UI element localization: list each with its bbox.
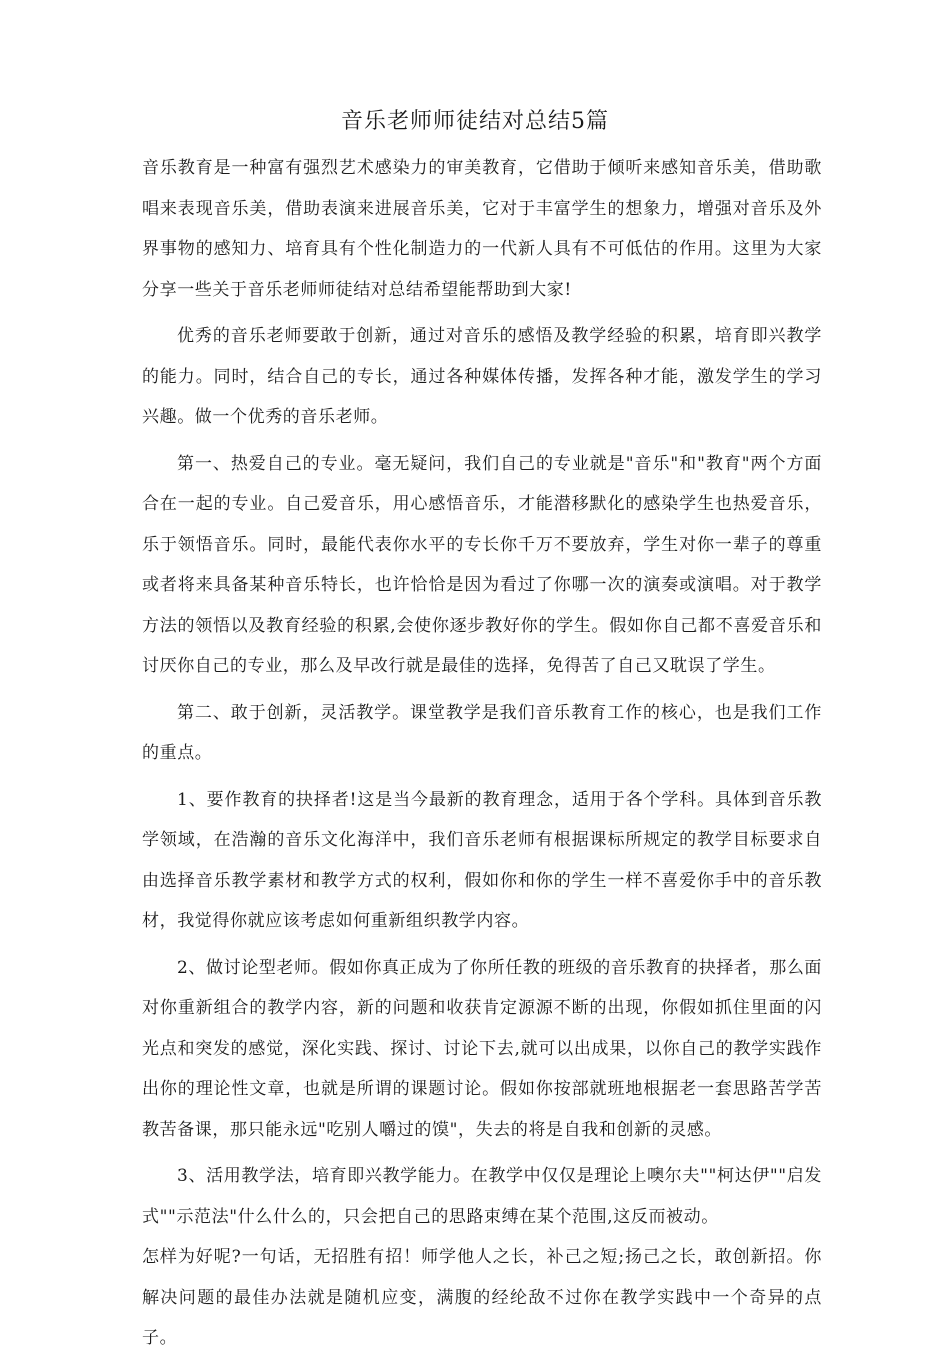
paragraph-conclusion: 怎样为好呢?一句话，无招胜有招！师学他人之长，补己之短;扬己之长，敢创新招。你解决问题的最佳办法就是随机应变，满腹的经纶敌不过你在教学实践中一个奇异的点子。 [142, 1247, 822, 1348]
paragraph-item-1: 1、要作教育的抉择者!这是当今最新的教育理念，适用于各个学科。具体到音乐教学领域，在浩瀚的音乐文化海洋中，我们音乐老师有根据课标所规定的教学目标要求自由选择音乐教学素材和教学方式的权利，假如你和你的学生一样不喜爱你手中的音乐教材，我觉得你就应该考虑如何重新组织教学内容。 [142, 789, 822, 931]
document-body [142, 148, 822, 1365]
paragraph-item-2: 2、做讨论型老师。假如你真正成为了你所任教的班级的音乐教育的抉择者，那么面对你重新组合的教学内容，新的问题和收获肯定源源不断的出现，你假如抓住里面的闪光点和突发的感觉，深化实践、探讨、讨论下去,就可以出成果，以你自己的教学实践作出你的理论性文章，也就是所谓的课题讨论。假如你按部就班地根据老一套思路苦学苦教苦备课，那只能永远"吃别人嚼过的馍"，失去的将是自我和创新的灵感。 [142, 957, 823, 1140]
document-title: 音乐老师师徒结对总结5篇 [341, 109, 609, 134]
paragraph-intro: 音乐教育是一种富有强烈艺术感染力的审美教育，它借助于倾听来感知音乐美，借助歌唱来表现音乐美，借助表演来进展音乐美，它对于丰富学生的想象力，增强对音乐及外界事物的感知力、培育具有个性化制造力的一代新人具有不可低估的作用。这里为大家分享一些关于音乐老师师徒结对总结希望能帮助到大家! [142, 158, 822, 300]
paragraph-point-one: 第一、热爱自己的专业。毫无疑问，我们自己的专业就是"音乐"和"教育"两个方面合在一起的专业。自己爱音乐，用心感悟音乐，才能潜移默化的感染学生也热爱音乐，乐于领悟音乐。同时，最能代表你水平的专长你千万不要放弃，学生对你一辈子的尊重或者将来具备某种音乐特长，也许恰恰是因为看过了你哪一次的演奏或演唱。对于教学方法的领悟以及教育经验的积累,会使你逐步教好你的学生。假如你自己都不喜爱音乐和讨厌你自己的专业，那么及早改行就是最佳的选择，免得苦了自己又耽误了学生。 [142, 453, 822, 676]
paragraph-item-3: 3、活用教学法，培育即兴教学能力。在教学中仅仅是理论上噢尔夫""柯达伊""启发式""示范法"什么什么的，只会把自己的思路束缚在某个范围,这反而被动。 [142, 1166, 822, 1227]
paragraph-summary: 优秀的音乐老师要敢于创新，通过对音乐的感悟及教学经验的积累，培育即兴教学的能力。同时，结合自己的专长，通过各种媒体传播，发挥各种才能，激发学生的学习兴趣。做一个优秀的音乐老师。 [142, 326, 822, 427]
paragraph-point-two: 第二、敢于创新，灵活教学。课堂教学是我们音乐教育工作的核心，也是我们工作的重点。 [142, 702, 822, 763]
